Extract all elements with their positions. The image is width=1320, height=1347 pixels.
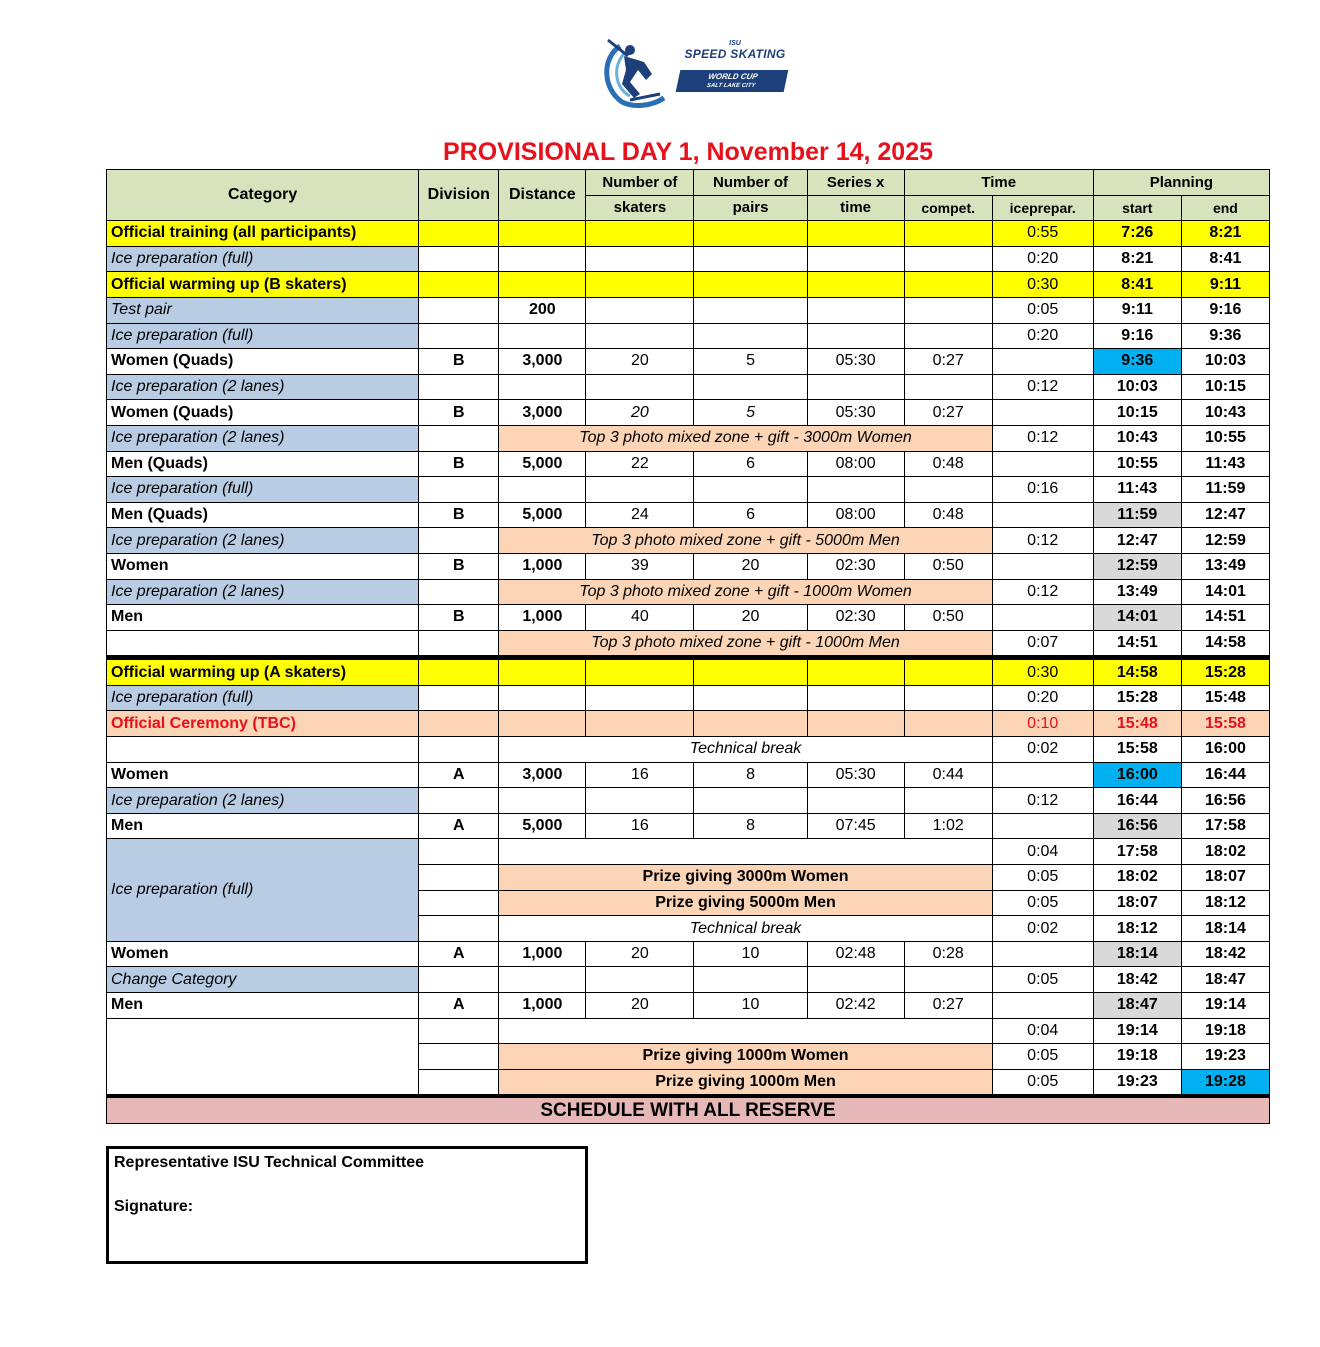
row-pairs: 6: [694, 451, 807, 477]
row-category: Men (Quads): [107, 502, 419, 528]
row-category: Ice preparation (full): [107, 685, 419, 711]
row-distance: 3,000: [499, 762, 586, 788]
row-compet: 0:50: [904, 605, 992, 631]
row-end: 12:59: [1181, 528, 1269, 554]
row-skaters: 20: [586, 349, 694, 375]
row-note: Prize giving 3000m Women: [499, 865, 992, 891]
header-skaters-2: skaters: [586, 195, 694, 221]
row-division: B: [419, 502, 499, 528]
row-category: Women (Quads): [107, 349, 419, 375]
row-division: B: [419, 349, 499, 375]
row-iceprep: 0:04: [992, 1018, 1093, 1044]
row-skaters: 16: [586, 813, 694, 839]
row-compet: 0:48: [904, 502, 992, 528]
row-end: 18:12: [1181, 890, 1269, 916]
row-category: Women: [107, 553, 419, 579]
table-row: [107, 477, 1270, 503]
row-compet: 0:27: [904, 400, 992, 426]
table-row: [107, 941, 1270, 967]
row-end: 9:36: [1181, 323, 1269, 349]
row-category: Men: [107, 605, 419, 631]
row-end: 18:47: [1181, 967, 1269, 993]
row-iceprep: 0:12: [992, 374, 1093, 400]
logo-speed-skating: SPEED SKATING: [684, 47, 786, 61]
table-row: [107, 528, 1270, 554]
row-division: B: [419, 605, 499, 631]
row-start: 18:42: [1093, 967, 1181, 993]
row-start: 9:36: [1093, 349, 1181, 375]
row-end: 18:02: [1181, 839, 1269, 865]
row-end: 12:47: [1181, 502, 1269, 528]
row-note: Prize giving 1000m Men: [499, 1069, 992, 1096]
row-category: Men: [107, 813, 419, 839]
page-title: PROVISIONAL DAY 1, November 14, 2025: [442, 138, 934, 166]
table-row: [107, 737, 1270, 763]
table-row: [107, 451, 1270, 477]
row-series: 02:30: [807, 553, 904, 579]
row-end: 8:21: [1181, 221, 1269, 247]
row-end: 18:42: [1181, 941, 1269, 967]
row-skaters: 22: [586, 451, 694, 477]
row-distance: 1,000: [499, 993, 586, 1019]
row-pairs: 6: [694, 502, 807, 528]
row-category: Women: [107, 941, 419, 967]
row-compet: 0:44: [904, 762, 992, 788]
row-series: 02:30: [807, 605, 904, 631]
row-start: 18:47: [1093, 993, 1181, 1019]
row-end: 15:48: [1181, 685, 1269, 711]
row-end: 17:58: [1181, 813, 1269, 839]
row-category: Change Category: [107, 967, 419, 993]
row-category: Ice preparation (full): [107, 477, 419, 503]
row-distance: 1,000: [499, 605, 586, 631]
row-category: Women (Quads): [107, 400, 419, 426]
signature-label: Signature:: [114, 1198, 194, 1215]
row-pairs: 8: [694, 762, 807, 788]
table-row: [107, 1018, 1270, 1044]
row-iceprep: 0:07: [992, 630, 1093, 658]
header-end: end: [1181, 195, 1269, 221]
row-division: A: [419, 813, 499, 839]
row-end: 19:28: [1181, 1069, 1269, 1096]
row-note: Technical break: [499, 737, 992, 763]
logo-city: SALT LAKE CITY: [706, 83, 756, 89]
row-iceprep: 0:12: [992, 579, 1093, 605]
row-series: 07:45: [807, 813, 904, 839]
row-series: 05:30: [807, 400, 904, 426]
table-row: [107, 349, 1270, 375]
row-distance: 1,000: [499, 941, 586, 967]
row-end: 11:59: [1181, 477, 1269, 503]
row-end: 10:03: [1181, 349, 1269, 375]
row-iceprep: 0:04: [992, 839, 1093, 865]
row-distance: 200: [499, 297, 586, 323]
row-note: Technical break: [499, 916, 992, 942]
table-row: [107, 502, 1270, 528]
row-iceprep: 0:30: [992, 272, 1093, 298]
header-category: Category: [107, 170, 419, 221]
row-compet: 0:27: [904, 993, 992, 1019]
row-start: 19:23: [1093, 1069, 1181, 1096]
row-category: Ice preparation (2 lanes): [107, 579, 419, 605]
table-row: [107, 221, 1270, 247]
header-compet: compet.: [904, 195, 992, 221]
row-compet: 1:02: [904, 813, 992, 839]
table-row: [107, 246, 1270, 272]
row-iceprep: 0:05: [992, 865, 1093, 891]
row-category: Men: [107, 993, 419, 1019]
event-logo: [600, 36, 800, 110]
row-pairs: 10: [694, 993, 807, 1019]
row-start: 13:49: [1093, 579, 1181, 605]
row-iceprep: 0:30: [992, 658, 1093, 686]
row-category: Ice preparation (2 lanes): [107, 788, 419, 814]
row-iceprep: 0:12: [992, 425, 1093, 451]
row-end: 16:44: [1181, 762, 1269, 788]
row-pairs: 20: [694, 553, 807, 579]
table-row: [107, 297, 1270, 323]
row-iceprep: 0:05: [992, 1044, 1093, 1070]
row-start: 14:01: [1093, 605, 1181, 631]
row-pairs: 10: [694, 941, 807, 967]
table-row: [107, 685, 1270, 711]
row-pairs: 8: [694, 813, 807, 839]
header-planning: Planning: [1093, 170, 1269, 196]
row-distance: 5,000: [499, 813, 586, 839]
row-start: 9:11: [1093, 297, 1181, 323]
row-start: 8:41: [1093, 272, 1181, 298]
table-row: [107, 658, 1270, 686]
row-series: 05:30: [807, 349, 904, 375]
row-iceprep: 0:12: [992, 528, 1093, 554]
row-iceprep: 0:20: [992, 323, 1093, 349]
row-end: 13:49: [1181, 553, 1269, 579]
row-category: Women: [107, 762, 419, 788]
row-start: 11:59: [1093, 502, 1181, 528]
row-series: 02:48: [807, 941, 904, 967]
row-end: 10:55: [1181, 425, 1269, 451]
table-row: [107, 425, 1270, 451]
header-row-1: [107, 170, 1270, 196]
row-start: 10:43: [1093, 425, 1181, 451]
row-start: 12:47: [1093, 528, 1181, 554]
skater-logo-icon: [600, 36, 680, 110]
row-division: A: [419, 941, 499, 967]
logo-world-cup: WORLD CUP: [707, 72, 759, 81]
row-end: 18:14: [1181, 916, 1269, 942]
row-iceprep: 0:12: [992, 788, 1093, 814]
row-end: 8:41: [1181, 246, 1269, 272]
row-note: Top 3 photo mixed zone + gift - 5000m Men: [499, 528, 992, 554]
row-iceprep: 0:05: [992, 297, 1093, 323]
row-start: 15:28: [1093, 685, 1181, 711]
row-iceprep: 0:20: [992, 246, 1093, 272]
row-category: Ice preparation (full): [107, 246, 419, 272]
row-end: 9:11: [1181, 272, 1269, 298]
row-note: Top 3 photo mixed zone + gift - 1000m Men: [499, 630, 992, 658]
row-category: Official training (all participants): [107, 221, 419, 247]
row-end: 16:56: [1181, 788, 1269, 814]
row-distance: 3,000: [499, 400, 586, 426]
row-start: 12:59: [1093, 553, 1181, 579]
row-pairs: 5: [694, 400, 807, 426]
row-category: Ice preparation (full): [107, 839, 419, 941]
row-start: 18:02: [1093, 865, 1181, 891]
row-division: A: [419, 993, 499, 1019]
row-pairs: 5: [694, 349, 807, 375]
row-end: 9:16: [1181, 297, 1269, 323]
row-iceprep: 0:02: [992, 737, 1093, 763]
row-end: 14:01: [1181, 579, 1269, 605]
table-row: [107, 272, 1270, 298]
table-row: [107, 323, 1270, 349]
row-series: 02:42: [807, 993, 904, 1019]
row-start: 14:58: [1093, 658, 1181, 686]
row-skaters: 20: [586, 400, 694, 426]
table-row: [107, 630, 1270, 658]
schedule-table: [106, 169, 1270, 1124]
table-row: [107, 605, 1270, 631]
row-end: 19:18: [1181, 1018, 1269, 1044]
row-distance: 5,000: [499, 451, 586, 477]
row-distance: 1,000: [499, 553, 586, 579]
table-row: [107, 993, 1270, 1019]
table-row: [107, 711, 1270, 737]
header-skaters: Number of: [586, 170, 694, 196]
row-skaters: 39: [586, 553, 694, 579]
reserve-banner: SCHEDULE WITH ALL RESERVE: [107, 1096, 1270, 1123]
row-start: 18:12: [1093, 916, 1181, 942]
row-start: 18:14: [1093, 941, 1181, 967]
row-skaters: 16: [586, 762, 694, 788]
row-start: 19:14: [1093, 1018, 1181, 1044]
representative-label: Representative ISU Technical Committee: [114, 1154, 425, 1171]
row-distance: 3,000: [499, 349, 586, 375]
row-compet: 0:50: [904, 553, 992, 579]
row-pairs: 20: [694, 605, 807, 631]
row-note: Prize giving 1000m Women: [499, 1044, 992, 1070]
header-start: start: [1093, 195, 1181, 221]
row-start: 19:18: [1093, 1044, 1181, 1070]
header-division: Division: [419, 170, 499, 221]
row-category: Ice preparation (2 lanes): [107, 425, 419, 451]
row-start: 10:55: [1093, 451, 1181, 477]
row-start: 11:43: [1093, 477, 1181, 503]
row-series: 08:00: [807, 502, 904, 528]
row-category: Ice preparation (full): [107, 323, 419, 349]
header-iceprep: iceprepar.: [992, 195, 1093, 221]
table-row: [107, 400, 1270, 426]
row-start: 15:58: [1093, 737, 1181, 763]
row-skaters: 20: [586, 993, 694, 1019]
row-start: 14:51: [1093, 630, 1181, 658]
row-start: 16:44: [1093, 788, 1181, 814]
row-division: A: [419, 762, 499, 788]
header-pairs: Number of: [694, 170, 807, 196]
row-start: 10:03: [1093, 374, 1181, 400]
header-series-2: time: [807, 195, 904, 221]
row-end: 19:14: [1181, 993, 1269, 1019]
row-iceprep: 0:05: [992, 1069, 1093, 1096]
row-series: 05:30: [807, 762, 904, 788]
header-series: Series x: [807, 170, 904, 196]
row-end: 14:51: [1181, 605, 1269, 631]
row-start: 9:16: [1093, 323, 1181, 349]
row-start: 16:56: [1093, 813, 1181, 839]
row-division: B: [419, 400, 499, 426]
row-distance: 5,000: [499, 502, 586, 528]
row-iceprep: 0:10: [992, 711, 1093, 737]
table-row: [107, 374, 1270, 400]
signature-box: [106, 1146, 588, 1264]
row-category: Test pair: [107, 297, 419, 323]
row-iceprep: 0:05: [992, 890, 1093, 916]
table-row: [107, 788, 1270, 814]
row-end: 15:58: [1181, 711, 1269, 737]
table-row: [107, 579, 1270, 605]
row-category: Ice preparation (2 lanes): [107, 528, 419, 554]
row-compet: 0:28: [904, 941, 992, 967]
table-row: [107, 762, 1270, 788]
row-end: 11:43: [1181, 451, 1269, 477]
row-start: 18:07: [1093, 890, 1181, 916]
row-start: 17:58: [1093, 839, 1181, 865]
table-row: [107, 553, 1270, 579]
header-distance: Distance: [499, 170, 586, 221]
row-skaters: 24: [586, 502, 694, 528]
header-pairs-2: pairs: [694, 195, 807, 221]
row-iceprep: 0:55: [992, 221, 1093, 247]
row-end: 18:07: [1181, 865, 1269, 891]
row-category: Official warming up (B skaters): [107, 272, 419, 298]
row-division: B: [419, 553, 499, 579]
row-start: 8:21: [1093, 246, 1181, 272]
row-category: Men (Quads): [107, 451, 419, 477]
row-note: Top 3 photo mixed zone + gift - 3000m Women: [499, 425, 992, 451]
reserve-row: [107, 1096, 1270, 1123]
row-iceprep: 0:02: [992, 916, 1093, 942]
row-start: 15:48: [1093, 711, 1181, 737]
row-skaters: 20: [586, 941, 694, 967]
table-row: [107, 839, 1270, 865]
row-end: 16:00: [1181, 737, 1269, 763]
row-category: Official warming up (A skaters): [107, 658, 419, 686]
row-category: Official Ceremony (TBC): [107, 711, 419, 737]
row-start: 16:00: [1093, 762, 1181, 788]
header-time: Time: [904, 170, 1093, 196]
row-note: Top 3 photo mixed zone + gift - 1000m Women: [499, 579, 992, 605]
table-row: [107, 813, 1270, 839]
row-iceprep: 0:05: [992, 967, 1093, 993]
row-iceprep: 0:20: [992, 685, 1093, 711]
row-compet: 0:27: [904, 349, 992, 375]
row-series: 08:00: [807, 451, 904, 477]
row-end: 19:23: [1181, 1044, 1269, 1070]
row-iceprep: 0:16: [992, 477, 1093, 503]
row-start: 10:15: [1093, 400, 1181, 426]
row-division: B: [419, 451, 499, 477]
row-skaters: 40: [586, 605, 694, 631]
row-end: 15:28: [1181, 658, 1269, 686]
row-category: Ice preparation (2 lanes): [107, 374, 419, 400]
row-note: Prize giving 5000m Men: [499, 890, 992, 916]
table-row: [107, 967, 1270, 993]
row-compet: 0:48: [904, 451, 992, 477]
row-start: 7:26: [1093, 221, 1181, 247]
row-end: 14:58: [1181, 630, 1269, 658]
row-end: 10:15: [1181, 374, 1269, 400]
row-end: 10:43: [1181, 400, 1269, 426]
logo-isu: ISU: [729, 40, 741, 47]
